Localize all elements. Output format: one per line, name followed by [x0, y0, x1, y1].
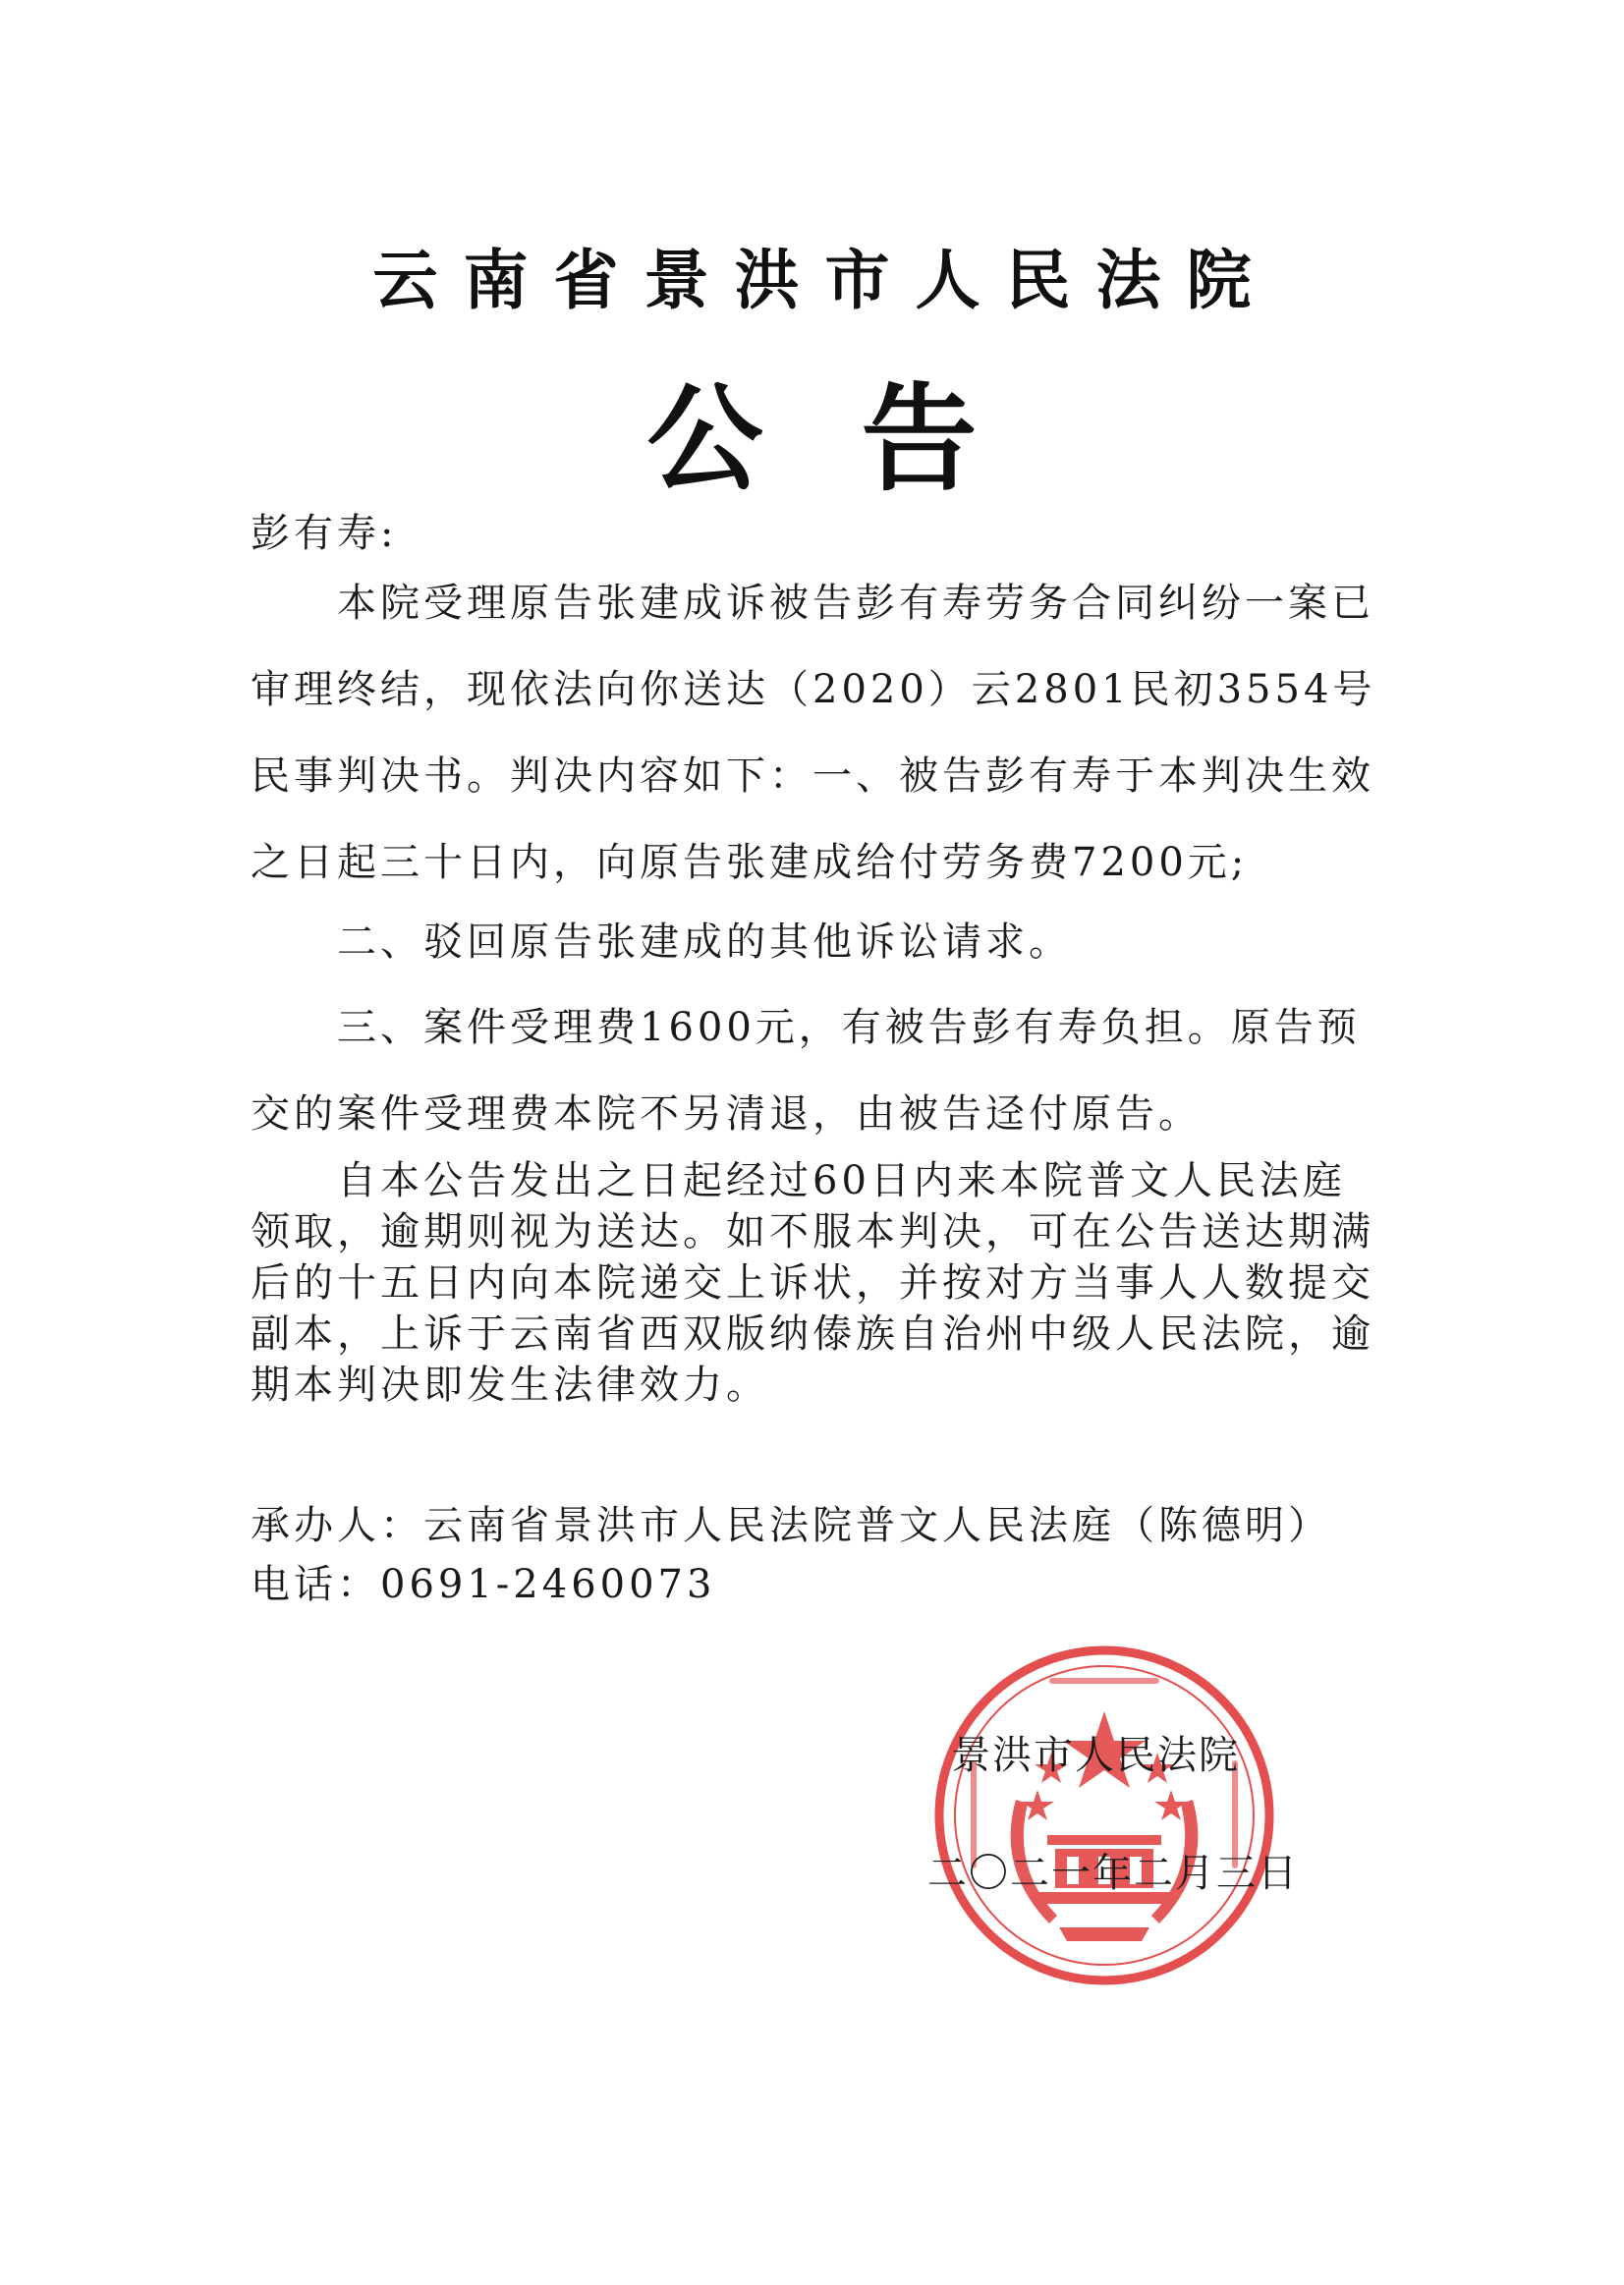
service-notice-paragraph: 自本公告发出之日起经过60日内来本院普文人民法庭领取，逾期则视为送达。如不服本判决，可在公告送达期满后的十五日内向本院递交上诉状，并按对方当事人人数提交副本，上诉于云南省西双版纳傣族自治州中级人民法院，逾期本判决即发生法律效力。 [251, 1158, 1374, 1408]
addressee: 彭有寿: [251, 511, 398, 556]
court-name-heading: 云南省景洪市人民法院 [372, 242, 1277, 318]
notice-title: 公告 [646, 370, 1076, 507]
handler-line: 承办人：云南省景洪市人民法院普文人民法庭（陈德明） [251, 1503, 1331, 1548]
signature-date: 二〇二一年二月三日 [927, 1851, 1299, 1896]
signature-court-name: 景洪市人民法院 [951, 1733, 1240, 1778]
phone-line: 电话：0691-2460073 [251, 1562, 716, 1607]
judgment-paragraph: 本院受理原告张建成诉被告彭有寿劳务合同纠纷一案已审理终结，现依法向你送达（2020）云2801民初3554号民事判决书。判决内容如下：一、被告彭有寿于本判决生效之日起三十日内，向原告张建成给付劳务费7200元; [251, 581, 1376, 885]
court-seal-stamp [931, 1643, 1277, 1988]
judgment-item-two: 二、驳回原告张建成的其他诉讼请求。 [337, 920, 1072, 965]
judgment-item-three: 三、案件受理费1600元，有被告彭有寿负担。原告预交的案件受理费本院不另清退，由被告迳付原告。 [251, 1005, 1361, 1137]
